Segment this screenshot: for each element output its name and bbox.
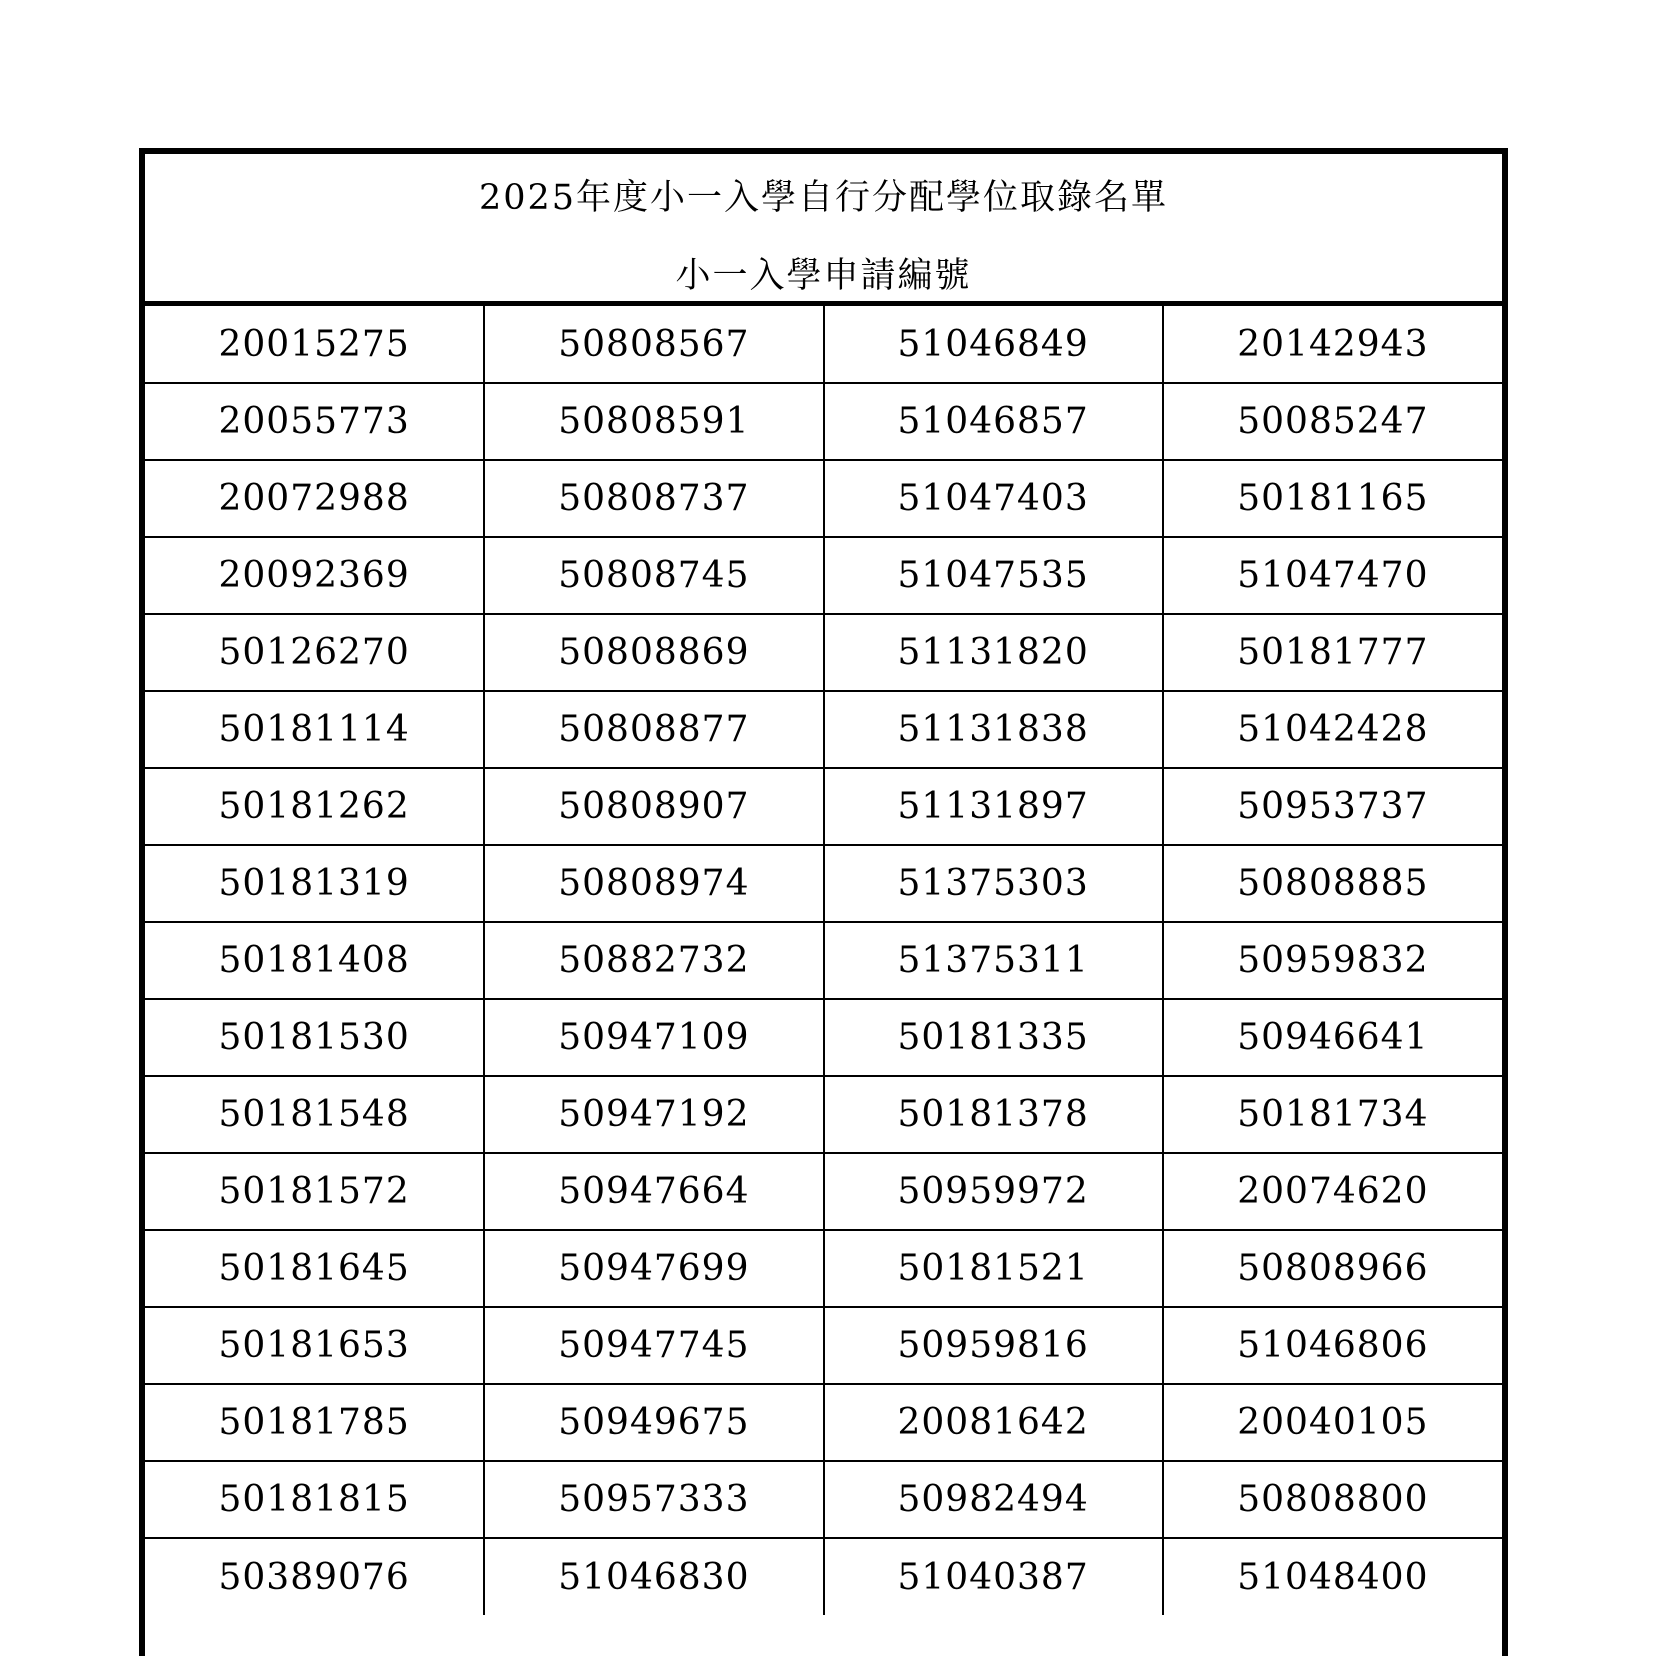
application-number-cell: 51048400 bbox=[1237, 1556, 1429, 1598]
application-number-cell: 50957333 bbox=[484, 1461, 823, 1538]
application-number-cell: 20092369 bbox=[145, 537, 484, 614]
application-number-cell: 51375311 bbox=[824, 922, 1163, 999]
application-number-cell: 50949675 bbox=[484, 1384, 823, 1461]
application-number-cell: 50808737 bbox=[484, 460, 823, 537]
application-number-cell: 20040105 bbox=[1163, 1384, 1502, 1461]
application-number-cell: 50181408 bbox=[145, 922, 484, 999]
table-row bbox=[145, 768, 1502, 845]
application-number-cell: 50959972 bbox=[824, 1153, 1163, 1230]
application-number-cell: 50181572 bbox=[145, 1153, 484, 1230]
application-number-cell: 51046857 bbox=[824, 383, 1163, 460]
application-number-cell: 51046849 bbox=[824, 306, 1163, 383]
table-row bbox=[145, 922, 1502, 999]
application-number-cell: 50181653 bbox=[145, 1307, 484, 1384]
application-number-cell: 50808885 bbox=[1163, 845, 1502, 922]
application-number-cell: 50982494 bbox=[824, 1461, 1163, 1538]
table-row bbox=[145, 1307, 1502, 1384]
application-number-cell: 50808907 bbox=[484, 768, 823, 845]
table-row bbox=[145, 691, 1502, 768]
admission-list-table bbox=[139, 148, 1508, 1656]
table-row bbox=[145, 1538, 1502, 1615]
application-number-cell: 51047535 bbox=[824, 537, 1163, 614]
application-number-cell: 51131897 bbox=[824, 768, 1163, 845]
application-number-cell: 50085247 bbox=[1163, 383, 1502, 460]
application-number-cell: 50181645 bbox=[145, 1230, 484, 1307]
application-number-cell: 50808974 bbox=[484, 845, 823, 922]
table-row bbox=[145, 1153, 1502, 1230]
column-caption: 小一入學申請編號 bbox=[675, 256, 972, 296]
application-number-cell: 20081642 bbox=[824, 1384, 1163, 1461]
application-number-cell: 50181165 bbox=[1163, 460, 1502, 537]
table-row bbox=[145, 383, 1502, 460]
application-number-cell: 50808877 bbox=[484, 691, 823, 768]
application-number-cell: 50947699 bbox=[484, 1230, 823, 1307]
table-row bbox=[145, 1384, 1502, 1461]
table-row bbox=[145, 1076, 1502, 1153]
application-number-cell: 20142943 bbox=[1163, 306, 1502, 383]
application-number-cell: 50126270 bbox=[145, 614, 484, 691]
application-number-cell: 50181548 bbox=[145, 1076, 484, 1153]
application-number-cell: 50181378 bbox=[824, 1076, 1163, 1153]
table-header bbox=[145, 154, 1502, 306]
application-number-cell: 50389076 bbox=[145, 1538, 484, 1615]
application-number-cell: 20072988 bbox=[145, 460, 484, 537]
application-number-cell: 50181521 bbox=[824, 1230, 1163, 1307]
application-number-cell: 51047403 bbox=[824, 460, 1163, 537]
application-number-cell: 51042428 bbox=[1163, 691, 1502, 768]
table-row bbox=[145, 1461, 1502, 1538]
table-row bbox=[145, 537, 1502, 614]
application-number-cell: 50947109 bbox=[484, 999, 823, 1076]
application-number-cell: 51040387 bbox=[824, 1538, 1163, 1615]
application-number-cell: 51375303 bbox=[824, 845, 1163, 922]
application-number-cell: 50181319 bbox=[145, 845, 484, 922]
application-number-cell: 50947192 bbox=[484, 1076, 823, 1153]
application-number-cell: 50946641 bbox=[1163, 999, 1502, 1076]
application-number-cell: 20074620 bbox=[1163, 1153, 1502, 1230]
application-number-cell: 50181815 bbox=[145, 1461, 484, 1538]
application-number-cell: 50808567 bbox=[484, 306, 823, 383]
application-number-cell: 50181777 bbox=[1163, 614, 1502, 691]
application-number-cell: 50947664 bbox=[484, 1153, 823, 1230]
application-number-cell: 51047470 bbox=[1163, 537, 1502, 614]
application-number-cell: 51046806 bbox=[1163, 1307, 1502, 1384]
application-number-cell: 50181530 bbox=[145, 999, 484, 1076]
table-row bbox=[145, 999, 1502, 1076]
application-number-cell: 50959832 bbox=[1163, 922, 1502, 999]
application-number-cell: 20015275 bbox=[145, 306, 484, 383]
application-number-cell: 50181335 bbox=[824, 999, 1163, 1076]
application-number-cell: 20055773 bbox=[145, 383, 484, 460]
application-number-cell: 50947745 bbox=[484, 1307, 823, 1384]
application-number-cell: 51131838 bbox=[824, 691, 1163, 768]
application-number-cell: 50181734 bbox=[1163, 1076, 1502, 1153]
grid-body bbox=[145, 306, 1502, 1615]
application-number-cell: 50181262 bbox=[145, 768, 484, 845]
application-number-cell: 51046830 bbox=[484, 1538, 823, 1615]
table-row bbox=[145, 845, 1502, 922]
page-title: 2025年度小一入學自行分配學位取錄名單 bbox=[478, 178, 1169, 218]
application-number-cell: 50808966 bbox=[1163, 1230, 1502, 1307]
application-number-cell: 50953737 bbox=[1163, 768, 1502, 845]
table-row bbox=[145, 460, 1502, 537]
application-number-cell: 50882732 bbox=[484, 922, 823, 999]
table-row bbox=[145, 1230, 1502, 1307]
application-number-cell: 50181114 bbox=[145, 691, 484, 768]
application-number-cell: 50808591 bbox=[484, 383, 823, 460]
application-number-cell: 50808745 bbox=[484, 537, 823, 614]
application-number-grid bbox=[145, 306, 1502, 1615]
application-number-cell: 51131820 bbox=[824, 614, 1163, 691]
table-row bbox=[145, 614, 1502, 691]
application-number-cell: 50181785 bbox=[145, 1384, 484, 1461]
table-row bbox=[145, 306, 1502, 383]
application-number-cell: 50808800 bbox=[1163, 1461, 1502, 1538]
application-number-cell: 50808869 bbox=[484, 614, 823, 691]
application-number-cell: 50959816 bbox=[824, 1307, 1163, 1384]
